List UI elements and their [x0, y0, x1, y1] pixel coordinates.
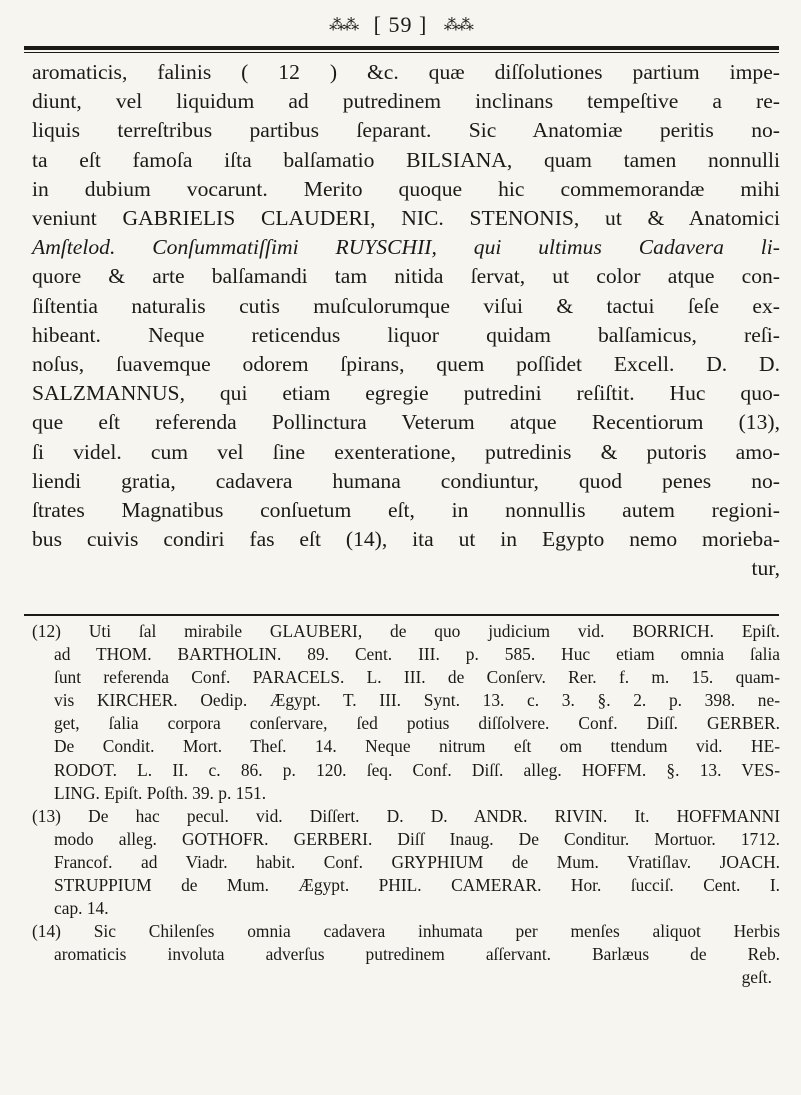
text-line: hibeant. Neque reticendus liquor quidam balſamicus, reſi- — [32, 322, 780, 347]
footnote-line: (12) Uti ſal mirabile GLAUBERI, de quo judicium vid. BORRICH. Epiſt. — [32, 621, 780, 641]
text-line: aromaticis, falinis ( 12 ) &c. quæ diſſolutiones partium impe- — [32, 60, 780, 84]
footnote-catchword: geſt. — [741, 967, 772, 988]
footnote-rule — [24, 614, 779, 616]
text-line: Amſtelod. Conſummatiſſimi RUYSCHII, qui ultimus Cadavera li- — [32, 235, 780, 260]
running-head — [0, 12, 801, 38]
footnote-line: LING. Epiſt. Poſth. 39. p. 151. — [54, 782, 267, 803]
footnote-line: STRUPPIUM de Mum. Ægypt. PHIL. CAMERAR. Hor. ſucciſ. Cent. I. — [54, 875, 780, 896]
text-line: ſi videl. cum vel ſine exenteratione, putredinis & putoris amo- — [32, 439, 780, 464]
text-line: diunt, vel liquidum ad putredinem inclinans tempeſtive a re- — [32, 89, 780, 114]
page-number: [ 59 ] — [373, 12, 428, 37]
header-rule-thin — [24, 52, 779, 53]
footnote-line: aromaticis involuta adverſus putredinem aſſervant. Barlæus de Reb. — [54, 944, 780, 965]
text-line: que eſt referenda Pollinctura Veterum atque Recentiorum (13), — [32, 410, 780, 435]
header-rule-thick — [24, 46, 779, 50]
text-line: liendi gratia, cadavera humana condiuntur, quod penes no- — [32, 468, 780, 493]
text-line: liquis terreſtribus partibus ſeparant. Sic Anatomiæ peritis no- — [32, 118, 780, 143]
ornament-right: ⁂⁂ — [443, 17, 472, 34]
footnote-line: (13) De hac pecul. vid. Diſſert. D. D. ANDR. RIVIN. It. HOFFMANNI — [32, 805, 780, 826]
footnote-line: ad THOM. BARTHOLIN. 89. Cent. III. p. 585. Huc etiam omnia ſalia — [54, 644, 780, 665]
text-line: bus cuivis condiri fas eſt (14), ita ut in Egypto nemo morieba- — [32, 527, 780, 552]
text-line: SALZMANNUS, qui etiam egregie putredini reſiſtit. Huc quo- — [32, 381, 780, 406]
footnote-line: vis KIRCHER. Oedip. Ægypt. T. III. Synt. 13. c. 3. §. 2. p. 398. ne- — [54, 690, 780, 711]
text-line: ſtrates Magnatibus conſuetum eſt, in nonnullis autem regioni- — [32, 498, 780, 523]
footnote-line: De Condit. Mort. Theſ. 14. Neque nitrum eſt om ttendum vid. HE- — [54, 736, 780, 757]
text-line: ſiſtentia naturalis cutis muſculorumque viſui & tactui ſeſe ex- — [32, 293, 780, 318]
catchword: tur, — [751, 556, 780, 581]
footnote-line: cap. 14. — [54, 898, 109, 919]
text-line: quore & arte balſamandi tam nitida ſervat, ut color atque con- — [32, 264, 780, 289]
footnotes — [32, 620, 780, 990]
footnote-line: (14) Sic Chilenſes omnia cadavera inhumata per menſes aliquot Herbis — [32, 921, 780, 942]
ornament-left: ⁂⁂ — [329, 17, 358, 34]
text-line: noſus, ſuavemque odorem ſpirans, quem poſſidet Excell. D. D. — [32, 352, 780, 377]
text-line: ta eſt famoſa iſta balſamatio BILSIANA, quam tamen nonnulli — [32, 147, 780, 172]
footnote-line: ſunt referenda Conf. PARACELS. L. III. de Conſerv. Rer. f. m. 15. quam- — [54, 667, 780, 688]
text-line: veniunt GABRIELIS CLAUDERI, NIC. STENONIS, ut & Anatomici — [32, 206, 780, 231]
footnote-line: RODOT. L. II. c. 86. p. 120. ſeq. Conf. Diſſ. alleg. HOFFM. §. 13. VES- — [54, 759, 780, 780]
footnote-line: Francof. ad Viadr. habit. Conf. GRYPHIUM de Mum. Vratiſlav. JOACH. — [54, 851, 780, 872]
text-line: in dubium vocarunt. Merito quoque hic commemorandæ mihi — [32, 176, 780, 201]
main-text — [32, 58, 780, 584]
footnote-line: modo alleg. GOTHOFR. GERBERI. Diſſ Inaug. De Conditur. Mortuor. 1712. — [54, 828, 780, 849]
footnote-line: get, ſalia corpora conſervare, ſed potius diſſolvere. Conf. Diſſ. GERBER. — [54, 713, 780, 734]
